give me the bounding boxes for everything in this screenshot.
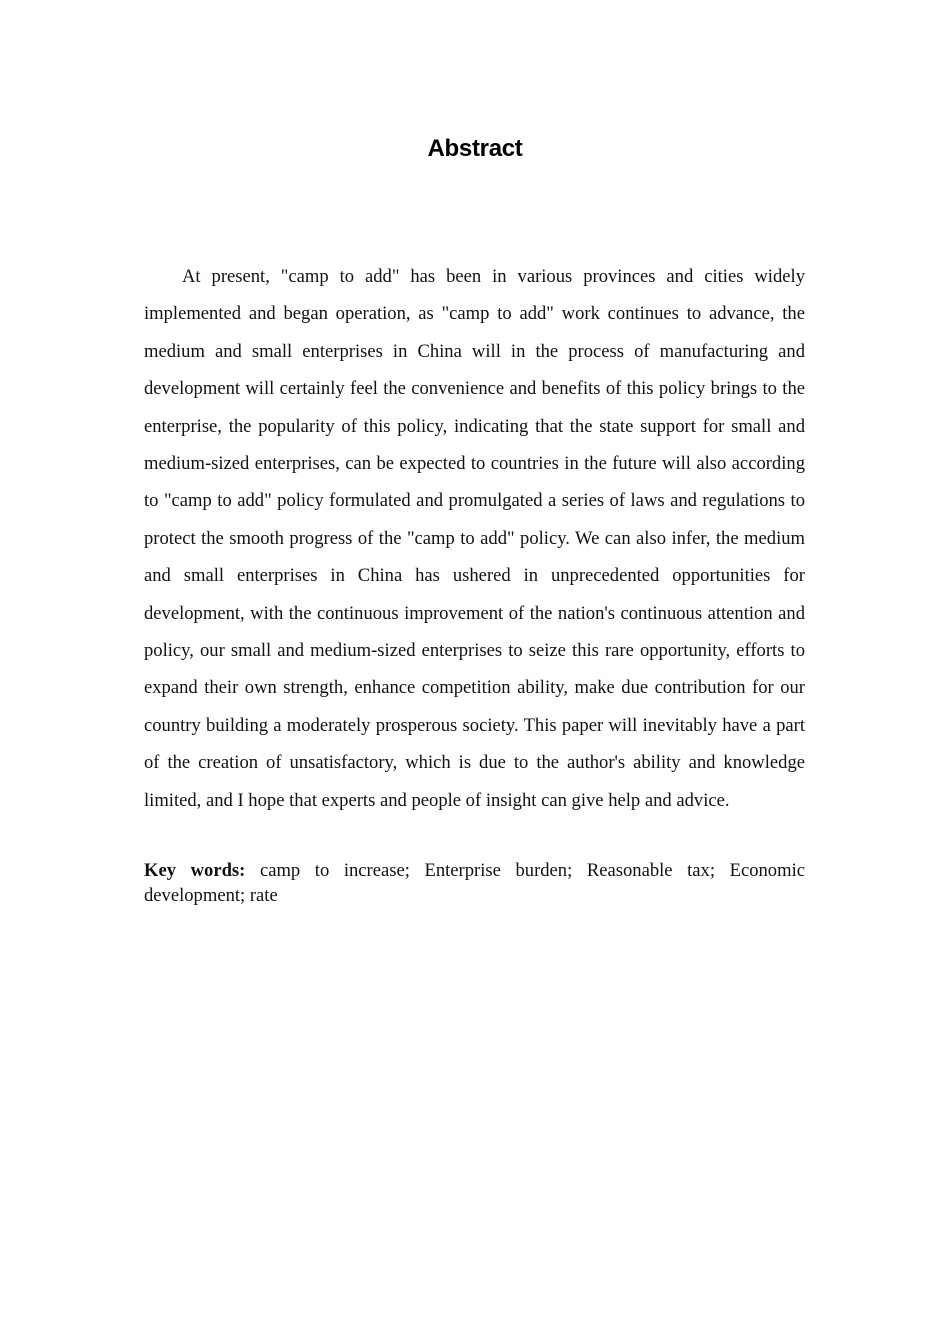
keywords-text: camp to increase; Enterprise burden; Reasonable tax; Economic development; rate	[144, 860, 805, 906]
abstract-body-paragraph: At present, "camp to add" has been in various provinces and cities widely implemented and began operation, as "camp to add" work continues to advance, the medium and small enterprises in China will in the process of manufacturing and development will certainly feel the convenience and benefits of this policy brings to the enterprise, the popularity of this policy, indicating that the state support for small and medium-sized enterprises, can be expected to countries in the future will also according to "camp to add" policy formulated and promulgated a series of laws and regulations to protect the smooth progress of the "camp to add" policy. We can also infer, the medium and small enterprises in China has ushered in unprecedented opportunities for development, with the continuous improvement of the nation's continuous attention and policy, our small and medium-sized enterprises to seize this rare opportunity, efforts to expand their own strength, enhance competition ability, make due contribution for our country building a moderately prosperous society. This paper will inevitably have a part of the creation of unsatisfactory, which is due to the author's ability and knowledge limited, and I hope that experts and people of insight can give help and advice.	[144, 266, 805, 811]
keywords-line	[144, 858, 805, 908]
keywords-label: Key words:	[144, 860, 246, 881]
abstract-title: Abstract	[427, 135, 523, 162]
